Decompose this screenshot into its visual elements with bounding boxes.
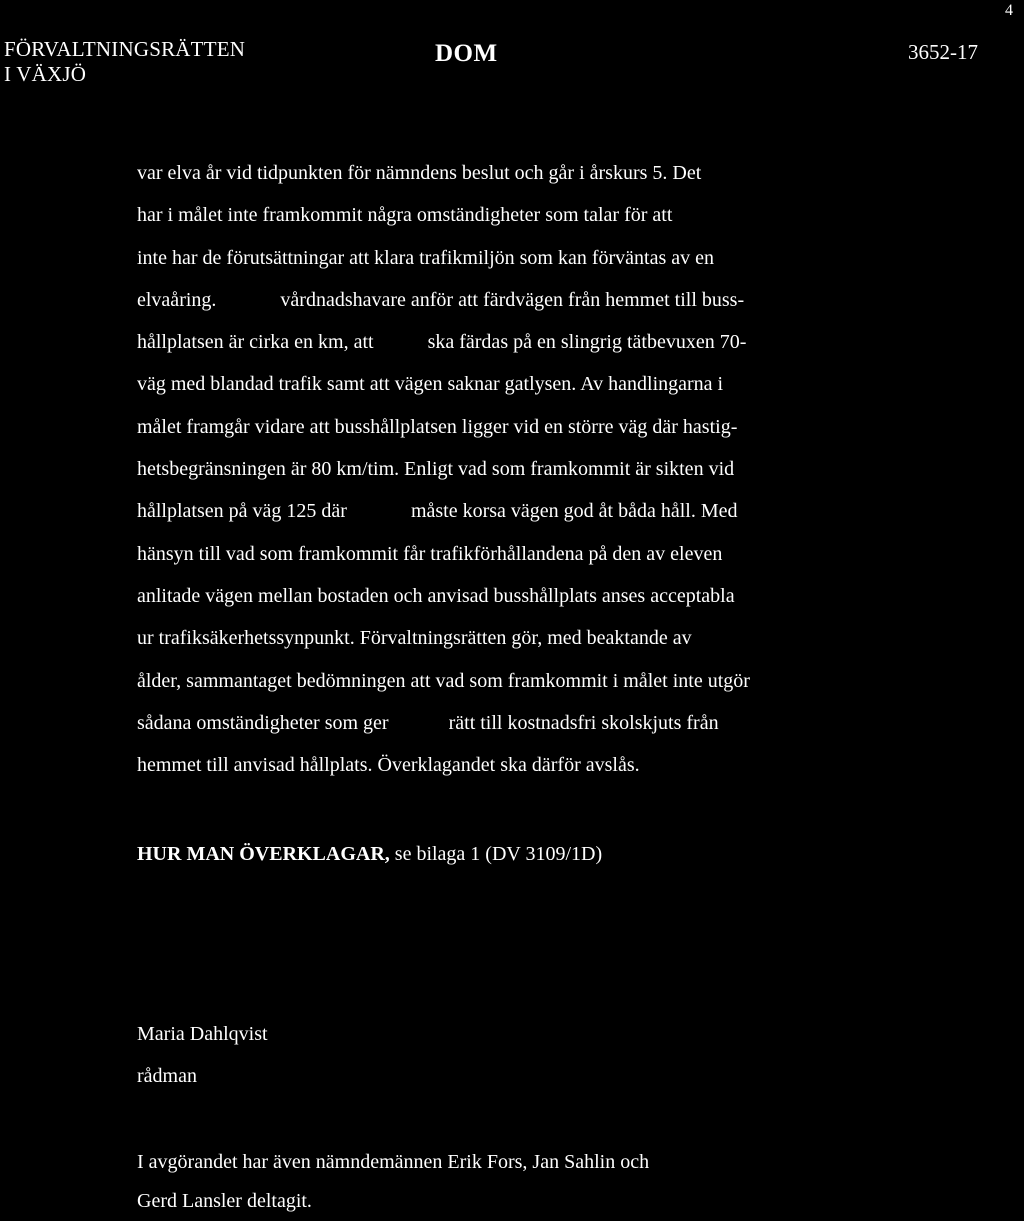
- court-name-line2: I VÄXJÖ: [4, 62, 87, 86]
- appeal-text: se bilaga 1 (DV 3109/1D): [394, 843, 603, 865]
- body-line-segment: vårdnadshavare anför att färdvägen från hemmet till buss-: [280, 288, 745, 311]
- body-line: [137, 702, 917, 744]
- body-line: [137, 321, 917, 363]
- body-line-segment: hållplatsen är cirka en km, att: [137, 331, 374, 354]
- lay-judges-line: Gerd Lansler deltagit.: [137, 1190, 312, 1212]
- body-line-segment: elvaåring.: [137, 288, 217, 311]
- body-line: har i målet inte framkommit några omständigheter som talar för att: [137, 204, 673, 227]
- lay-judges-line: I avgörandet har även nämndemännen Erik Fors, Jan Sahlin och: [137, 1151, 650, 1173]
- lay-judges-note: [137, 1143, 649, 1221]
- body-line: [137, 490, 917, 532]
- body-line: ur trafiksäkerhetssynpunkt. Förvaltningsrätten gör, med beaktande av: [137, 627, 692, 650]
- court-name: [4, 37, 245, 87]
- signatory-name: Maria Dahlqvist: [137, 1023, 268, 1045]
- appeal-instructions: [137, 843, 602, 866]
- body-line: målet framgår vidare att busshållplatsen ligger vid en större väg där hastig-: [137, 415, 738, 438]
- signature-block: [137, 1013, 268, 1097]
- body-line: ålder, sammantaget bedömningen att vad som framkommit i målet inte utgör: [137, 669, 750, 692]
- body-line-segment: sådana omständigheter som ger: [137, 711, 389, 734]
- body-line-segment: hållplatsen på väg 125 där: [137, 500, 347, 523]
- body-line-segment: måste korsa vägen god åt båda håll. Med: [410, 500, 738, 523]
- judgment-reasoning: [137, 152, 917, 786]
- court-name-line1: FÖRVALTNINGSRÄTTEN: [4, 37, 246, 61]
- body-line: [137, 279, 917, 321]
- appeal-heading: HUR MAN ÖVERKLAGAR,: [137, 843, 390, 865]
- body-line: var elva år vid tidpunkten för nämndens beslut och går i årskurs 5. Det: [137, 162, 702, 184]
- document-type: DOM: [435, 40, 498, 67]
- body-line: inte har de förutsättningar att klara trafikmiljön som kan förväntas av en: [137, 246, 715, 269]
- body-line-segment: ska färdas på en slingrig tätbevuxen 70-: [427, 331, 747, 354]
- page-number: 4: [1005, 2, 1013, 19]
- body-line: hänsyn till vad som framkommit får trafikförhållandena på den av eleven: [137, 542, 723, 565]
- body-line: väg med blandad trafik samt att vägen saknar gatlysen. Av handlingarna i: [137, 373, 724, 396]
- signatory-title: rådman: [137, 1065, 197, 1087]
- body-line: hemmet till anvisad hållplats. Överklagandet ska därför avslås.: [137, 754, 640, 777]
- case-number: 3652-17: [908, 40, 978, 64]
- body-line-segment: rätt till kostnadsfri skolskjuts från: [448, 711, 719, 734]
- body-line: hetsbegränsningen är 80 km/tim. Enligt vad som framkommit är sikten vid: [137, 458, 735, 481]
- body-line: anlitade vägen mellan bostaden och anvisad busshållplats anses acceptabla: [137, 584, 735, 607]
